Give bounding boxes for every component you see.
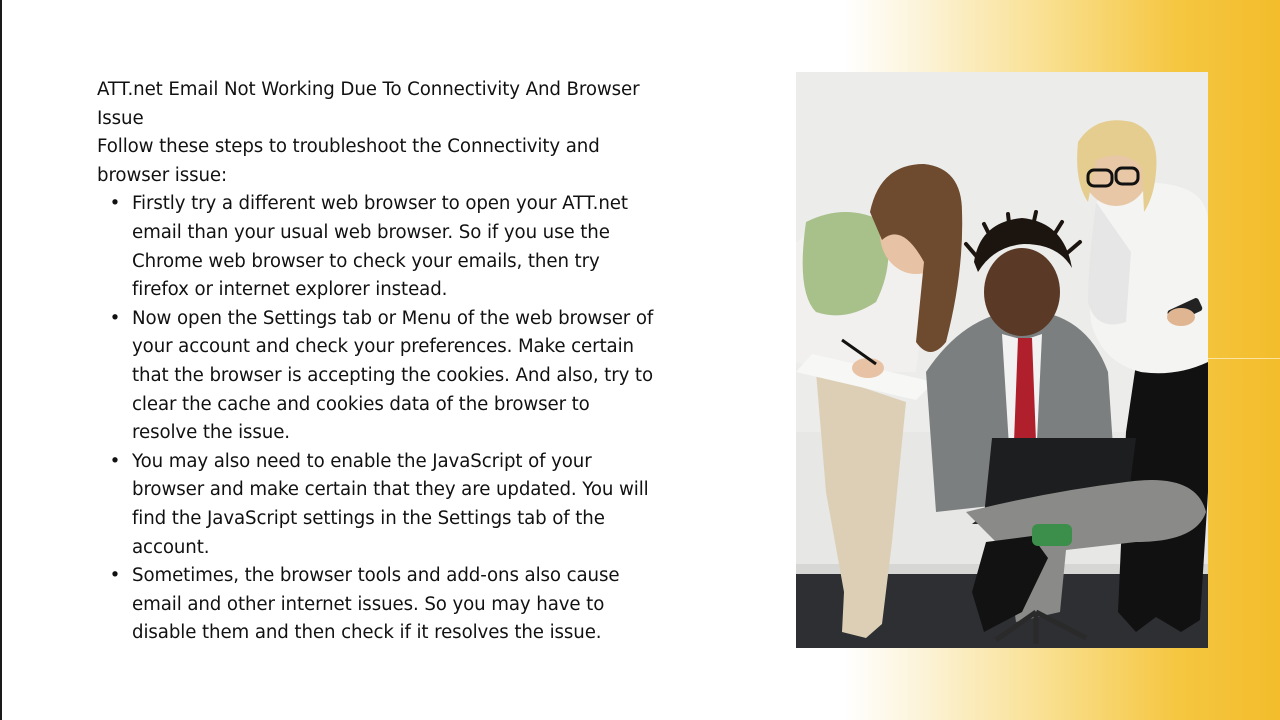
bullet-list bbox=[97, 190, 657, 648]
decorative-line bbox=[1208, 358, 1280, 359]
bullet-icon: • bbox=[109, 565, 121, 587]
slide-intro: Follow these steps to troubleshoot the Connectivity and browser issue: bbox=[97, 136, 600, 186]
list-item-text: Now open the Settings tab or Menu of the web browser of your account and check your preferences. Make certain that the browser is accepting the cookies. And also, try to clear the cache and cookies data of the browser to resolve the issue. bbox=[132, 307, 654, 444]
list-item bbox=[97, 448, 657, 562]
list-item bbox=[97, 562, 657, 648]
left-border bbox=[0, 0, 2, 720]
bullet-icon: • bbox=[109, 450, 121, 472]
list-item-text: Firstly try a different web browser to open your ATT.net email than your usual web browser. So if you use the Chrome web browser to check your emails, then try firefox or internet explorer instead. bbox=[132, 193, 628, 301]
slide-text-block bbox=[97, 76, 657, 648]
list-item bbox=[97, 190, 657, 304]
list-item-text: You may also need to enable the JavaScript of your browser and make certain that they are updated. You will find the JavaScript settings in the Settings tab of the account. bbox=[132, 450, 649, 558]
bullet-icon: • bbox=[109, 307, 121, 329]
bullet-icon: • bbox=[109, 193, 121, 215]
slide-heading: ATT.net Email Not Working Due To Connectivity And Browser Issue bbox=[97, 79, 640, 129]
office-team-photo bbox=[796, 72, 1208, 648]
list-item-text: Sometimes, the browser tools and add-ons also cause email and other internet issues. So you may have to disable them and then check if it resolves the issue. bbox=[132, 565, 620, 644]
list-item bbox=[97, 305, 657, 448]
